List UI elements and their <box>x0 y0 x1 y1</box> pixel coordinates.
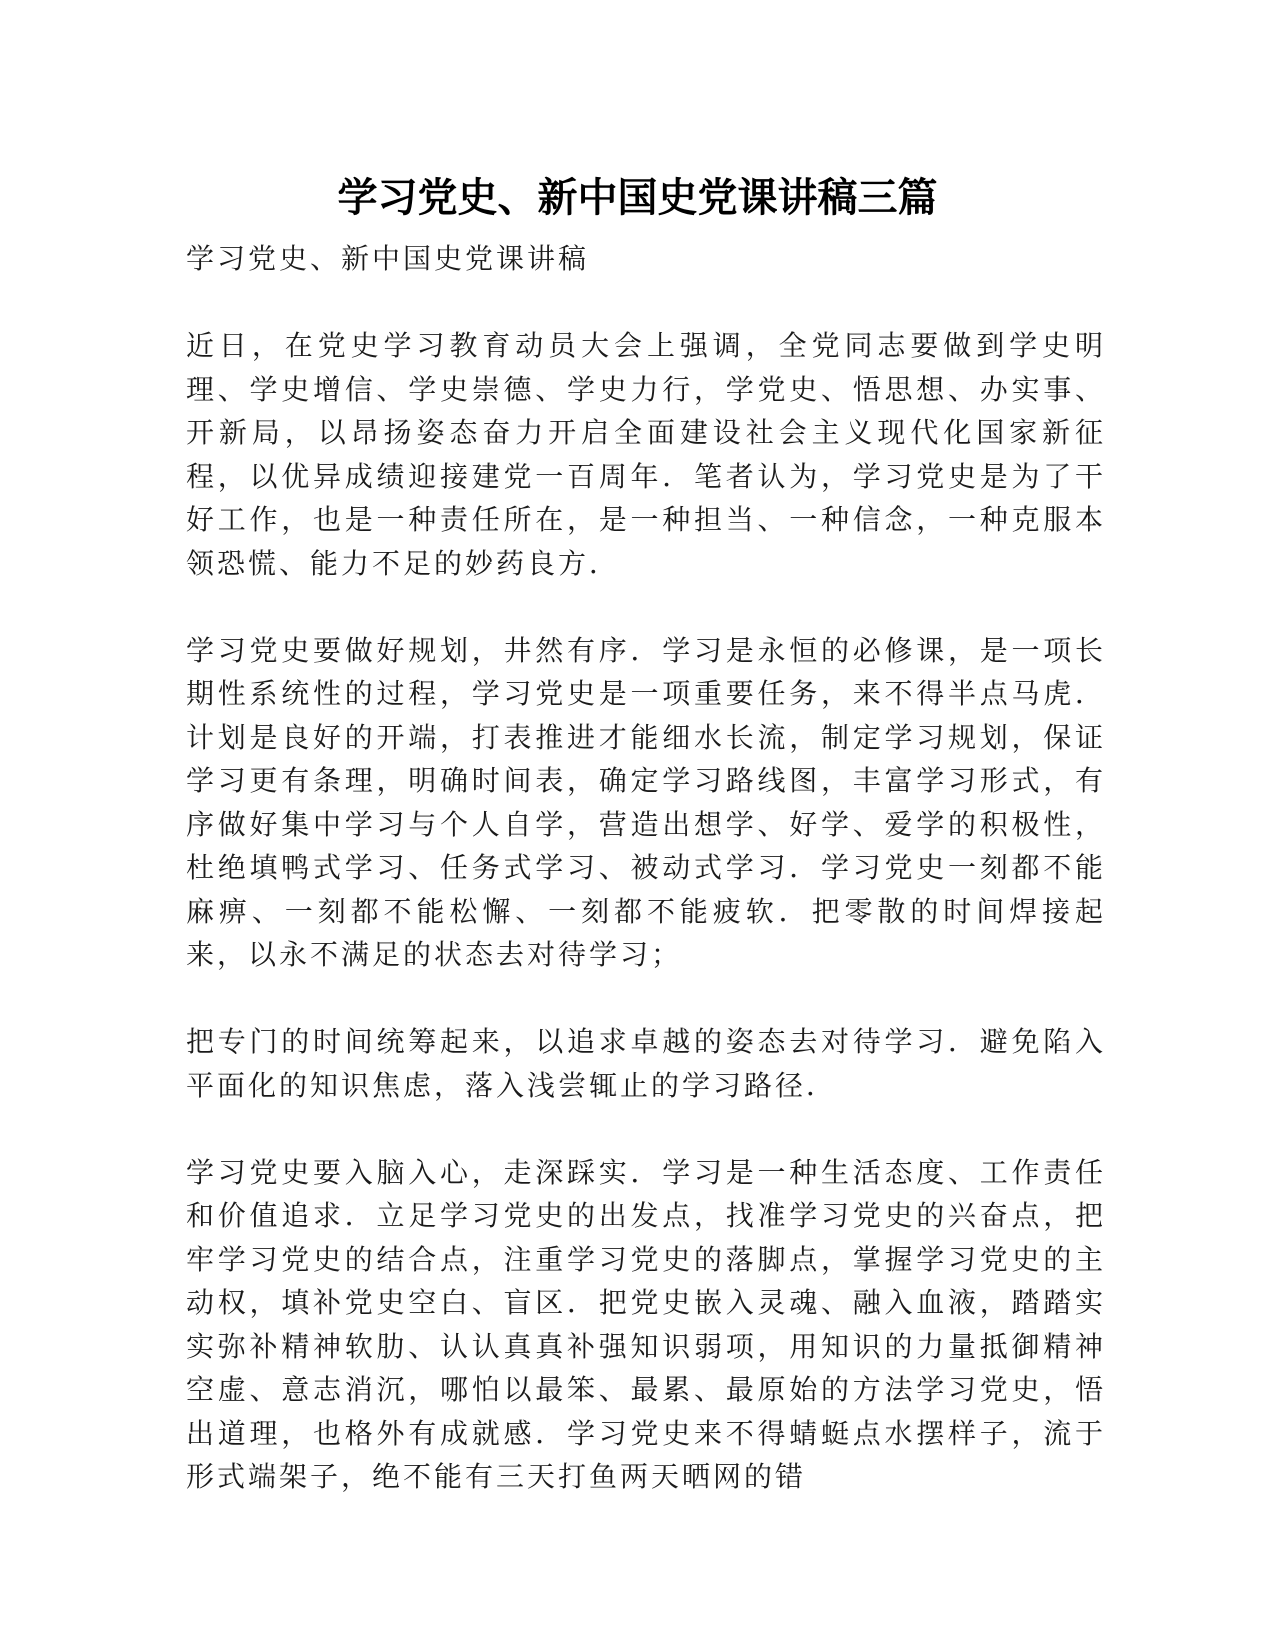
paragraph-3: 把专门的时间统筹起来，以追求卓越的姿态去对待学习．避免陷入平面化的知识焦虑，落入浅尝辄止的学习路径． <box>186 1025 1106 1102</box>
paragraph-2: 学习党史要做好规划，井然有序．学习是永恒的必修课，是一项长期性系统性的过程，学习党史是一项重要任务，来不得半点马虎．计划是良好的开端，打表推进才能细水长流，制定学习规划，保证学习更有条理，明确时间表，确定学习路线图，丰富学习形式，有序做好集中学习与个人自学，营造出想学、好学、爱学的积极性，杜绝填鸭式学习、任务式学习、被动式学习．学习党史一刻都不能麻痹、一刻都不能松懈、一刻都不能疲软．把零散的时间焊接起来，以永不满足的状态去对待学习； <box>186 633 1106 971</box>
document-subtitle: 学习党史、新中国史党课讲稿 <box>186 242 590 275</box>
paragraph-4: 学习党史要入脑入心，走深踩实．学习是一种生活态度、工作责任和价值追求．立足学习党史的出发点，找准学习党史的兴奋点，把牢学习党史的结合点，注重学习党史的落脚点，掌握学习党史的主动权，填补党史空白、盲区．把党史嵌入灵魂、融入血液，踏踏实实弥补精神软肋、认认真真补强知识弱项，用知识的力量抵御精神空虚、意志消沉，哪怕以最笨、最累、最原始的方法学习党史，悟出道理，也格外有成就感．学习党史来不得蜻蜓点水摆样子，流于形式端架子，绝不能有三天打鱼两天晒网的错 <box>186 1155 1106 1493</box>
document-title: 学习党史、新中国史党课讲稿三篇 <box>337 174 938 221</box>
paragraph-1: 近日，在党史学习教育动员大会上强调，全党同志要做到学史明理、学史增信、学史崇德、学史力行，学党史、悟思想、办实事、开新局，以昂扬姿态奋力开启全面建设社会主义现代化国家新征程，以优异成绩迎接建党一百周年．笔者认为，学习党史是为了干好工作，也是一种责任所在，是一种担当、一种信念，一种克服本领恐慌、能力不足的妙药良方． <box>186 329 1106 580</box>
document-body <box>186 237 1106 1499</box>
